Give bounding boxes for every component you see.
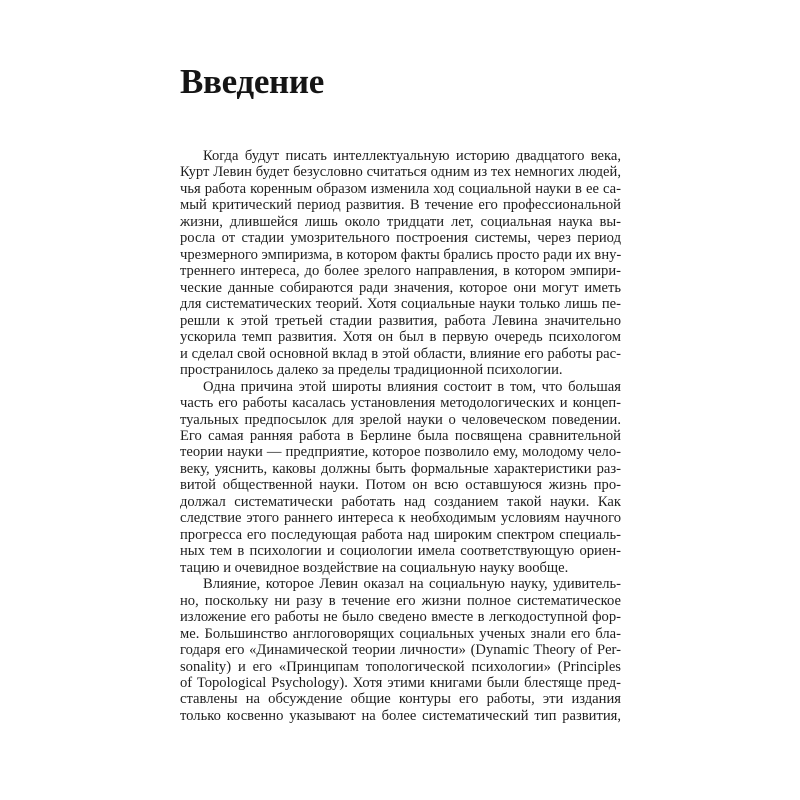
text-line: прогресса его последующая работа над широким спектром специаль- [180,526,621,543]
text-line: часть его работы касалась установления методологических и концеп- [180,395,621,412]
text-line: мый критический период развития. В течение его профессиональной [180,197,621,214]
text-line: и сделал свой основной вклад в этой области, влияние его работы рас- [180,345,621,362]
text-line: ставлены на обсуждение общие контуры его работы, эти издания [180,691,621,708]
text-line: чрезмерного эмпиризма, в котором факты брались просто ради их вну- [180,246,622,263]
text-line: чья работа коренным образом изменила ход социальной науки в ее са- [180,180,621,197]
paragraph [180,576,621,724]
paragraph [180,148,621,379]
text-line: Одна причина этой широты влияния состоит в том, что большая [203,378,621,395]
text-line: треннего интереса, до более зрелого направления, в котором эмпири- [180,263,621,280]
text-line: годаря его «Динамической теории личности» (Dynamic Theory of Per- [180,642,621,659]
text-line: следствие этого раннего интереса к необходимым условиям научного [180,510,621,527]
text-line: Когда будут писать интеллектуальную историю двадцатого века, [203,148,621,164]
paragraph [180,379,621,577]
text-line: ускорила темп развития. Хотя он был в первую очередь психологом [180,329,621,346]
text-line: должал систематически работать над созданием такой науки. Как [180,493,621,510]
text-line: веку, уяснить, каковы должны быть формальные характеристики раз- [180,460,621,477]
text-line: решли к этой третьей стадии развития, работа Левина значительно [180,312,621,329]
text-line: Его самая ранняя работа в Берлине была посвящена сравнительной [180,427,621,444]
text-line: витой общественной науки. Потом он всю оставшуюся жизнь про- [180,477,621,494]
text-line: sonality) и его «Принципам топологической психологии» (Principles [180,658,621,675]
page-title: Введение [180,62,325,101]
text-line: ческие данные собираются ради значения, которое они могут иметь [180,279,621,296]
text-line: росла от стадии умозрительного построения системы, через период [180,230,621,247]
text-line: пространилось далеко за пределы традиционной психологии. [180,362,563,379]
text-line: жизни, длившейся лишь около тридцати лет, социальная наука вы- [180,213,621,230]
text-line: но, поскольку ни разу в течение его жизни полное систематическое [180,592,621,609]
body-text [180,148,621,724]
text-line: туальных предпосылок для зрелой науки о человеческом поведении. [180,411,621,428]
text-line: изложение его работы не было сведено вместе в легкодоступной фор- [180,609,621,626]
text-line: теории науки — предприятие, которое позволило ему, молодому чело- [180,444,621,461]
text-line: ме. Большинство англоговорящих социальных ученых знали его бла- [180,625,621,642]
text-line: только косвенно указывают на более систематический тип развития, [180,707,621,724]
text-line: Влияние, которое Левин оказал на социальную науку, удивитель- [203,576,621,593]
text-line: для систематических теорий. Хотя социальные науки только лишь пе- [180,296,621,313]
text-line: ных тем в психологии и социологии имела соответствующую ориен- [180,543,621,560]
text-line: Курт Левин будет безусловно считаться одним из тех немногих людей, [180,164,621,181]
text-line: of Topological Psychology). Хотя этими книгами были блестяще пред- [180,675,621,691]
text-line: тацию и очевидное воздействие на социальную науку вообще. [180,559,569,576]
